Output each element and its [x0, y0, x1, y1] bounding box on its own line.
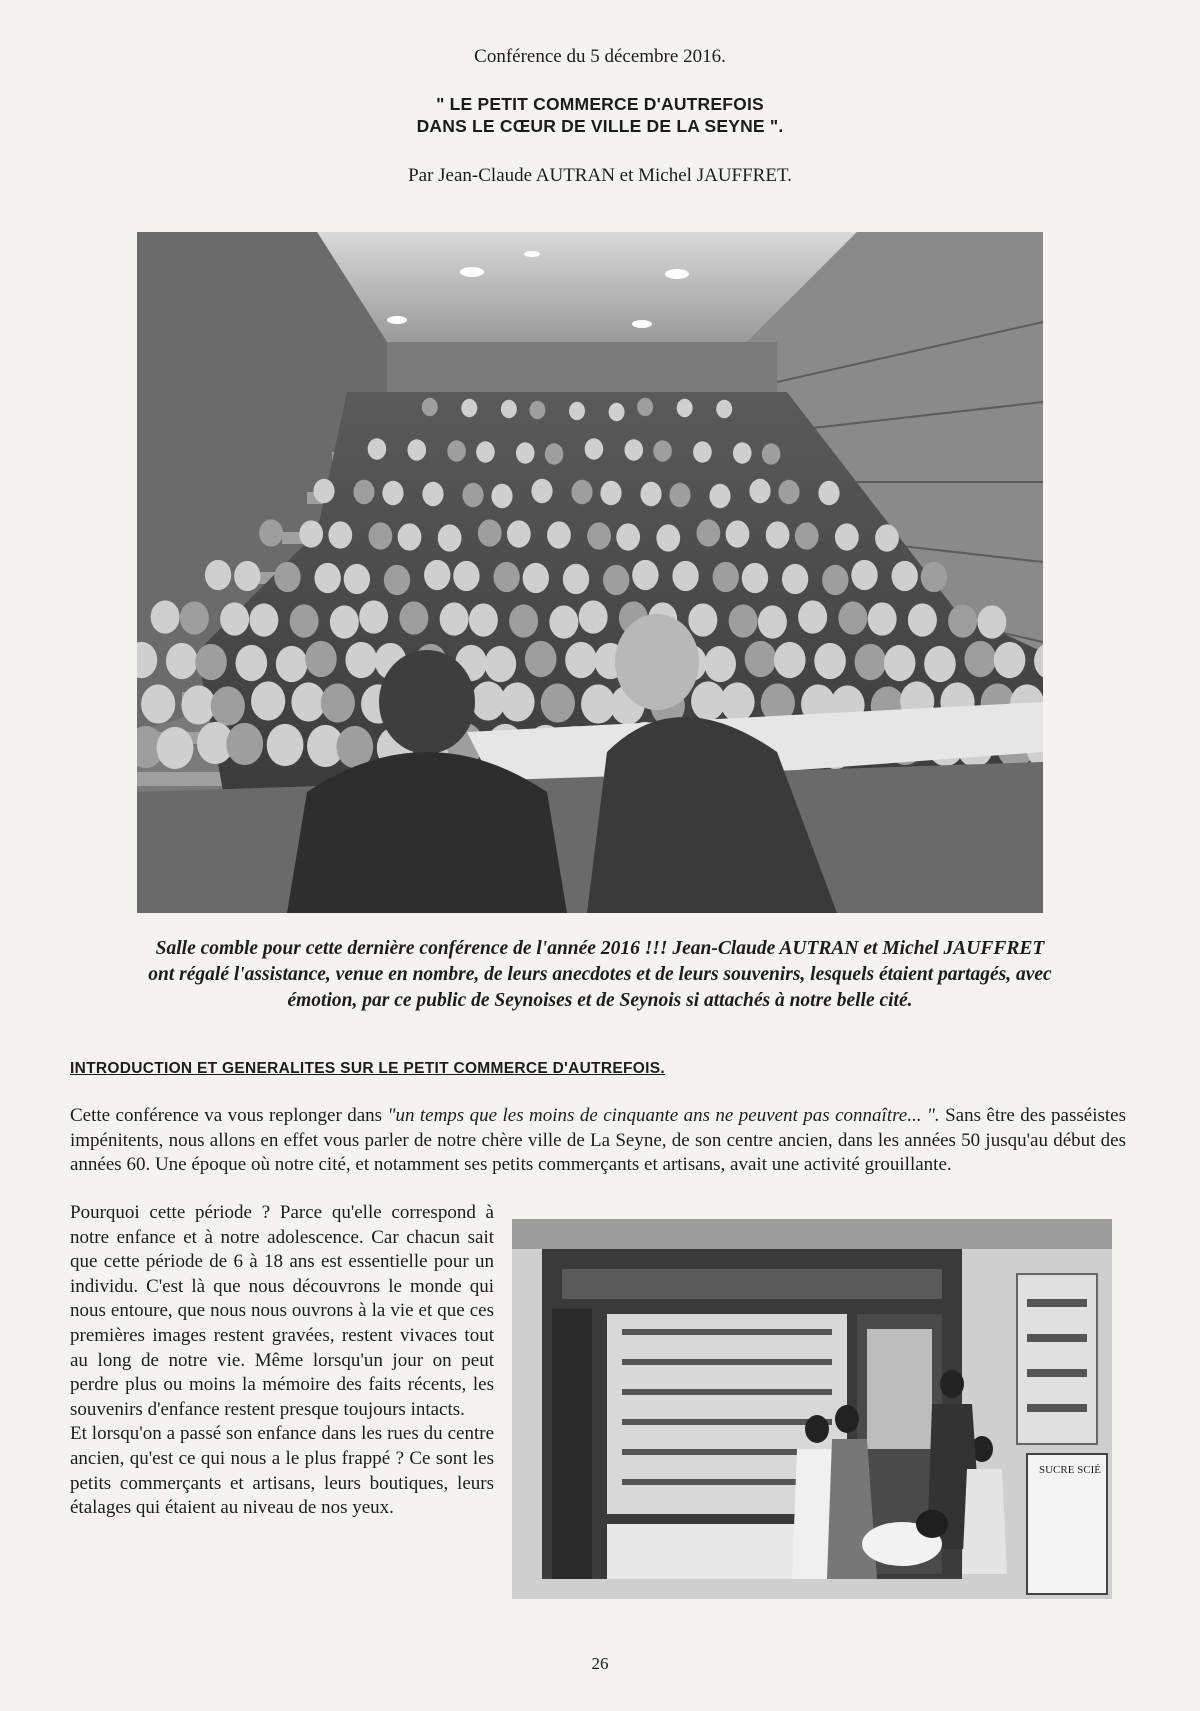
audience-head — [157, 727, 194, 769]
audience-head — [818, 481, 839, 505]
audience-head — [838, 601, 867, 634]
audience-head — [616, 523, 640, 550]
audience-head — [814, 643, 846, 679]
intro-paragraph — [70, 1104, 1126, 1178]
audience-head — [581, 684, 615, 723]
audience-head — [220, 602, 249, 635]
audience-head — [766, 521, 790, 548]
audience-head — [691, 681, 725, 720]
audience-head — [151, 600, 180, 633]
audience-head — [462, 483, 483, 507]
audience-head — [653, 440, 672, 461]
authors-line: Par Jean-Claude AUTRAN et Michel JAUFFRET. — [408, 165, 792, 186]
audience-head — [948, 604, 977, 637]
audience-head — [688, 603, 717, 636]
audience-head — [977, 605, 1006, 638]
audience-head — [855, 644, 887, 680]
body-column — [70, 1201, 494, 1521]
audience-head — [353, 480, 374, 504]
audience-head — [141, 684, 175, 723]
audience-head — [305, 641, 337, 677]
audience-head — [579, 600, 608, 633]
audience-head — [640, 482, 661, 506]
audience-head — [531, 479, 552, 503]
audience-head — [471, 681, 505, 720]
audience-head — [713, 562, 739, 592]
audience-head — [632, 560, 658, 590]
audience-head — [547, 521, 571, 548]
audience-head — [716, 400, 732, 418]
audience-head — [529, 401, 545, 419]
audience-head — [884, 645, 916, 681]
audience-head — [299, 520, 323, 547]
audience-head — [624, 439, 643, 460]
audience-head — [585, 438, 604, 459]
page-number: 26 — [591, 1654, 609, 1673]
audience-head — [745, 641, 777, 677]
audience-head — [469, 603, 498, 636]
audience-head — [758, 605, 787, 638]
audience-head — [321, 683, 355, 722]
audience-head — [762, 443, 781, 464]
audience-head — [709, 484, 730, 508]
caption-line-2: ont régalé l'assistance, venue en nombre, de leurs anecdotes et de leurs souvenirs, lesquels étaient partagés, avec — [148, 964, 1052, 985]
audience-head — [313, 479, 334, 503]
audience-head — [921, 562, 947, 592]
audience-head — [249, 603, 278, 636]
audience-head — [345, 642, 377, 678]
audience-head — [461, 399, 477, 417]
audience-head — [485, 646, 517, 682]
audience-head — [693, 441, 712, 462]
audience-head — [195, 644, 227, 680]
audience-head — [924, 646, 956, 682]
audience-head — [422, 398, 438, 416]
audience-head — [563, 564, 589, 594]
audience-head — [267, 724, 304, 766]
audience-head — [181, 685, 215, 724]
title-line-1: " LE PETIT COMMERCE D'AUTREFOIS — [436, 94, 764, 114]
intro-text-end: Sans être des passéistes impénitents, nous allons en effet vous parler de notre chère ville de La Seyne, de son centre ancien, dans les années 50 jusqu'au début des années 60. Une époque où notre cité, et notamment ses petits commerçants et artisans, avait une activité grouillante. — [70, 1105, 1126, 1176]
audience-head — [407, 439, 426, 460]
audience-head — [868, 602, 897, 635]
audience-head — [798, 600, 827, 633]
audience-head — [398, 523, 422, 550]
audience-head — [696, 519, 720, 546]
audience-head — [447, 440, 466, 461]
audience-head — [424, 560, 450, 590]
audience-head — [234, 561, 260, 591]
audience-head — [251, 681, 285, 720]
shop-photo — [512, 1219, 1112, 1599]
audience-head — [964, 641, 996, 677]
audience-head — [205, 560, 231, 590]
photo-caption — [70, 936, 1130, 1014]
audience-head — [180, 601, 209, 634]
audience-head — [290, 604, 319, 637]
audience-head — [851, 560, 877, 590]
audience-head — [549, 605, 578, 638]
shop-sign-text: SUCRE SCIÉ — [1038, 1464, 1102, 1476]
audience-head — [491, 484, 512, 508]
audience-head — [600, 481, 621, 505]
conference-date: Conférence du 5 décembre 2016. — [474, 46, 726, 67]
audience-head — [726, 520, 750, 547]
audience-head — [669, 483, 690, 507]
audience-head — [835, 523, 859, 550]
audience-head — [822, 565, 848, 595]
audience-photo — [137, 232, 1043, 913]
audience-head — [571, 480, 592, 504]
audience-head — [328, 521, 352, 548]
audience-head — [545, 443, 564, 464]
audience-head — [382, 481, 403, 505]
audience-head — [541, 683, 575, 722]
audience-head — [422, 482, 443, 506]
audience-head — [438, 524, 462, 551]
audience-head — [493, 562, 519, 592]
audience-head — [672, 561, 698, 591]
section-heading: INTRODUCTION ET GENERALITES SUR LE PETIT COMMERCE D'AUTREFOIS. — [70, 1060, 665, 1077]
audience-head — [359, 600, 388, 633]
audience-head — [226, 723, 263, 765]
audience-head — [478, 519, 502, 546]
audience-head — [782, 564, 808, 594]
intro-quote: "un temps que les moins de cinquante ans ne peuvent pas connaître... ". — [387, 1105, 940, 1126]
audience-head — [994, 642, 1026, 678]
audience-head — [509, 604, 538, 637]
audience-head — [344, 564, 370, 594]
audience-head — [516, 442, 535, 463]
audience-head — [525, 641, 557, 677]
audience-head — [742, 563, 768, 593]
audience-head — [729, 604, 758, 637]
audience-head — [368, 522, 392, 549]
audience-head — [677, 399, 693, 417]
caption-line-1: Salle comble pour cette dernière conférence de l'année 2016 !!! Jean-Claude AUTRAN et Michel JAUFFRET — [155, 938, 1045, 959]
audience-head — [166, 643, 198, 679]
audience-head — [384, 565, 410, 595]
audience-head — [259, 519, 283, 546]
title-line-2: DANS LE CŒUR DE VILLE DE LA SEYNE ". — [416, 116, 784, 136]
audience-head — [440, 602, 469, 635]
audience-head — [778, 480, 799, 504]
audience-head — [892, 561, 918, 591]
audience-head — [330, 605, 359, 638]
audience-head — [236, 645, 268, 681]
audience-head — [453, 561, 479, 591]
audience-head — [314, 563, 340, 593]
audience-head — [523, 563, 549, 593]
audience-head — [908, 603, 937, 636]
audience-head — [399, 601, 428, 634]
audience-head — [507, 520, 531, 547]
audience-head — [368, 438, 387, 459]
audience-head — [291, 682, 325, 721]
intro-text-start: Cette conférence va vous replonger dans — [70, 1105, 388, 1126]
audience-head — [795, 522, 819, 549]
audience-head — [637, 398, 653, 416]
body-paragraph: Et lorsqu'on a passé son enfance dans les rues du centre ancien, qu'est ce qui nous a le plus frappé ? Ce sont les petits commerçants et artisans, leurs boutiques, leurs étalages qui étaient au niveau de nos yeux. — [70, 1423, 494, 1519]
body-paragraph: Pourquoi cette période ? Parce qu'elle correspond à notre enfance et à notre adolescence. Car chacun sait que cette période de 6 à 18 ans est essentielle pour un individu. C'est là que nous découvrons le monde qui nous entoure, que nous nous ouvrons à la vie et que ces premières images restent gravées, restent vivaces tout au long de notre vie. Même lorsqu'un jour on peut perdre plus ou moins la mémoire des faits récents, les souvenirs d'enfance restent presque toujours intacts. — [70, 1202, 494, 1420]
audience-head — [603, 565, 629, 595]
audience-head — [587, 522, 611, 549]
audience-head — [656, 524, 680, 551]
audience-head — [749, 479, 770, 503]
audience-head — [774, 642, 806, 678]
audience-head — [500, 682, 534, 721]
audience-head — [501, 400, 517, 418]
caption-line-3: émotion, par ce public de Seynoises et de Seynois si attachés à notre belle cité. — [287, 990, 913, 1011]
audience-head — [274, 562, 300, 592]
page-title — [0, 93, 1200, 137]
audience-head — [609, 403, 625, 421]
audience-head — [276, 646, 308, 682]
audience-head — [476, 441, 495, 462]
audience-head — [704, 646, 736, 682]
audience-head — [565, 642, 597, 678]
audience-head — [720, 682, 754, 721]
audience-head — [733, 442, 752, 463]
audience-head — [569, 402, 585, 420]
audience-head — [875, 524, 899, 551]
audience-head — [211, 686, 245, 725]
